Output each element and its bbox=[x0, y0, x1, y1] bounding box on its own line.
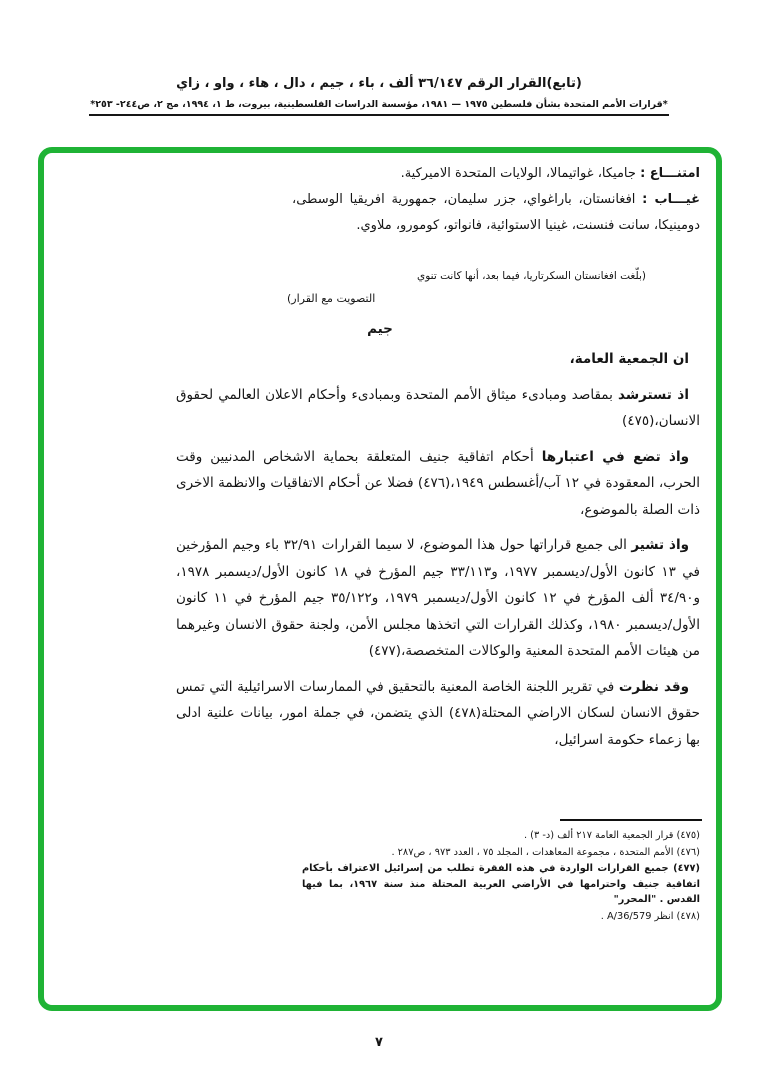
resolution-text bbox=[176, 346, 700, 762]
resolution-title: (تابع)القرار الرقم ٣٦/١٤٧ ألف ، باء ، جيم ، دال ، هاء ، واو ، زاي bbox=[176, 76, 582, 91]
content-frame bbox=[38, 147, 722, 1011]
vote-block bbox=[292, 161, 700, 239]
paragraph-4-text: في تقرير اللجنة الخاصة المعنية بالتحقيق في الممارسات الاسرائيلية التي تمس حقوق الانسان لسكان الاراضي المحتلة(٤٧٨) الذي يتضمن، في جملة امور، بيانات علنية ادلى بها زعماء حكومة اسرائيل، bbox=[176, 678, 700, 748]
document-header bbox=[0, 76, 758, 116]
page-number: ٧ bbox=[375, 1035, 383, 1050]
absent-countries: افغانستان، باراغواي، جزر سليمان، جمهورية افريقيا الوسطى، دومينيكا، سانت فنسنت، غينيا الاستوائية، فانواتو، كومورو، ملاوي. bbox=[292, 192, 700, 233]
preamble-paragraph-4 bbox=[176, 674, 700, 754]
paragraph-1-text: بمقاصد ومبادىء ميثاق الأمم المتحدة وبمبادىء وأحكام الاعلان العالمي لحقوق الانسان،(٤٧٥) bbox=[176, 386, 700, 429]
preamble-intro: ان الجمعية العامة، bbox=[569, 351, 689, 367]
paragraph-3-lead: واذ تشير bbox=[631, 537, 689, 553]
paragraph-3-text: الى جميع قراراتها حول هذا الموضوع، لا سيما القرارات ٣٢/٩١ باء وجيم المؤرخين في ١٣ كانون الأول/ديسمبر ١٩٧٧، و٣٣/١١٣ جيم المؤرخ في ١٨ كانون الأول/ديسمبر ١٩٧٨، و٣٤/٩٠ ألف المؤرخ في ١٢ كانون الأول/ديسمبر ١٩٧٩، و٣٥/١٢٢ جيم المؤرخ في ١١ كانون الأول/ديسمبر ١٩٨٠، وكذلك القرارات التي اتخذها مجلس الأمن، ولجنة حقوق الانسان وغيرهما من هيئات الأمم المتحدة المعنية والوكالات المتخصصة،(٤٧٧) bbox=[176, 537, 701, 659]
absent-line bbox=[292, 187, 700, 239]
secretariat-note-line2: التصويت مع القرار) bbox=[287, 292, 376, 305]
abstain-line bbox=[292, 161, 700, 187]
preamble-paragraph-1 bbox=[176, 382, 700, 435]
absent-label: غيـــاب : bbox=[642, 192, 700, 207]
abstain-countries: جاميكا، غواتيمالا، الولايات المتحدة الاميركية. bbox=[400, 166, 641, 181]
preamble-paragraph-3 bbox=[176, 532, 700, 665]
source-citation: *قرارات الأمم المتحدة بشأن فلسطين ١٩٧٥ — ١٩٨١، مؤسسة الدراسات الفلسطينية، بيروت، ط ١، ١٩٩٤، مج ٢، ص٢٤٤- ٢٥٣* bbox=[90, 99, 668, 110]
paragraph-4-lead: وقد نظرت bbox=[618, 678, 689, 695]
paragraph-2-text: أحكام اتفاقية جنيف المتعلقة بحماية الاشخاص المدنيين وقت الحرب، المعقودة في ١٢ آب/أغسطس ١٩٤٩،(٤٧٦) فضلا عن أحكام الاتفاقيات والانظمة الاخرى ذات الصلة بالموضوع، bbox=[176, 448, 700, 518]
footnote-476: (٤٧٦) الأمم المتحدة ، مجموعة المعاهدات ، المجلد ٧٥ ، العدد ٩٧٣ ، ص٢٨٧ . bbox=[391, 846, 700, 858]
footnote-475: (٤٧٥) قرار الجمعية العامة ٢١٧ ألف (د- ٣) . bbox=[523, 830, 700, 841]
paragraph-1-lead: اذ تسترشد bbox=[618, 386, 689, 403]
footnote-478: (٤٧٨) انظر A/36/579 . bbox=[600, 910, 700, 922]
header-divider bbox=[89, 114, 669, 116]
section-heading: جيم bbox=[367, 321, 393, 337]
footnote-477: (٤٧٧) جميع القرارات الواردة في هذه الفقرة تطلب من إسرائيل الاعتراف بأحكام اتفاقية جنيف واحترامها في الأراضي العربية المحتلة منذ سنة ١٩٦٧، بما فيها القدس . "المحرر" bbox=[302, 863, 700, 905]
paragraph-2-lead: واذ تضع في اعتبارها bbox=[541, 448, 689, 465]
footnote-divider bbox=[560, 819, 702, 821]
preamble-paragraph-2 bbox=[176, 444, 700, 524]
secretariat-note-line1: (بلّغت افغانستان السكرتاريا، فيما بعد، أنها كانت تنوي bbox=[417, 270, 646, 282]
footnotes bbox=[156, 828, 700, 925]
abstain-label: امتنـــاع : bbox=[640, 166, 700, 181]
